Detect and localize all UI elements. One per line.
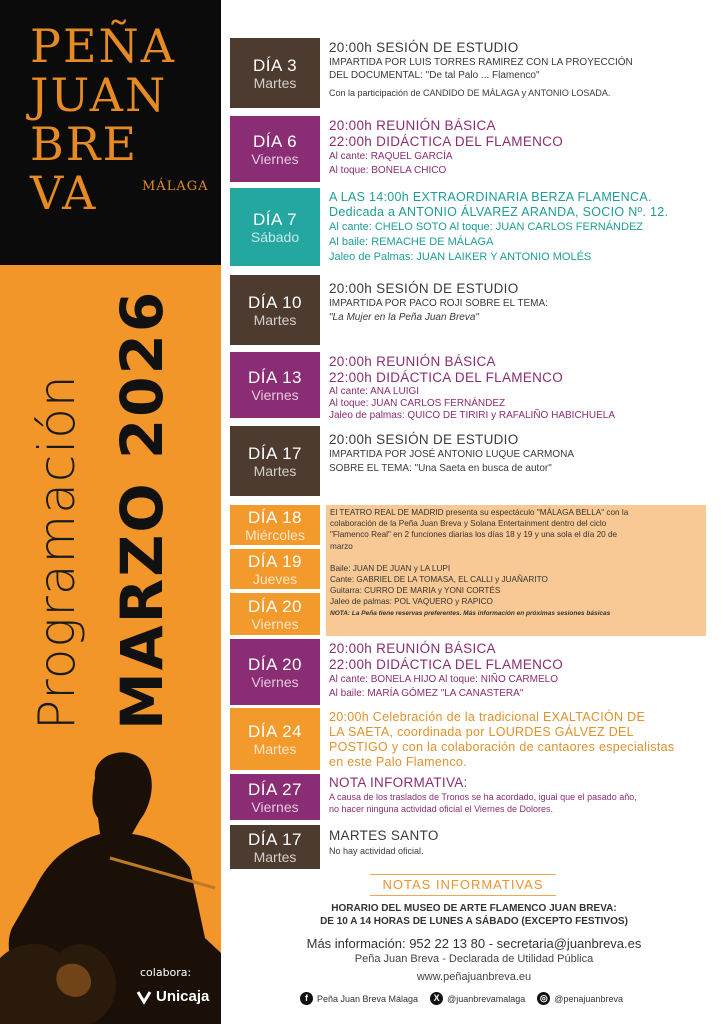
event-weekday: Martes <box>253 74 297 91</box>
event-line: Al toque: BONELA CHICO <box>329 165 447 176</box>
event-line: A causa de los traslados de Tronos se ha acordado, igual que el pasado año, <box>329 792 637 802</box>
event-row <box>230 352 718 421</box>
instagram-link[interactable] <box>537 992 623 1005</box>
event-line: Al baile: REMACHE DE MÁLAGA <box>329 236 494 248</box>
declaration: Peña Juan Breva - Declarada de Utilidad Pública <box>354 953 594 965</box>
instagram-icon: ◎ <box>537 992 550 1005</box>
x-icon: X <box>430 992 443 1005</box>
event-day: DÍA 6 <box>252 131 298 151</box>
event-day: DÍA 7 <box>252 209 298 229</box>
event-row <box>230 593 320 635</box>
special-line <box>330 552 702 563</box>
event-row <box>230 505 320 545</box>
event-heading: 20:00h REUNIÓN BÁSICA <box>329 118 496 133</box>
special-line: Cante: GABRIEL DE LA TOMASA, EL CALLI y JUAÑARITO <box>330 575 548 585</box>
event-row <box>230 116 718 182</box>
event-weekday: Martes <box>253 311 297 328</box>
event-day: DÍA 18 <box>247 507 303 527</box>
event-weekday: Viernes <box>251 673 299 690</box>
logo-line: VA <box>30 166 98 220</box>
event-heading: 20:00h SESIÓN DE ESTUDIO <box>329 432 519 447</box>
event-line: IMPARTIDA POR JOSÉ ANTONIO LUQUE CARMONA <box>329 449 575 460</box>
event-line: Al cante: ANA LUIGI <box>329 386 420 397</box>
special-note: NOTA: La Peña tiene reservas preferentes. Más información en próximas sesiones básicas <box>330 609 611 617</box>
event-day: DÍA 24 <box>247 721 303 741</box>
event-day: DÍA 20 <box>247 596 303 616</box>
event-weekday: Viernes <box>251 386 299 403</box>
logo-line: JUAN <box>30 68 168 122</box>
logo <box>30 19 209 220</box>
event-line: Jaleo de palmas: QUICO DE TIRIRI y RAFALIÑO HABICHUELA <box>329 410 616 421</box>
event-heading: 22:00h DIDÁCTICA DEL FLAMENCO <box>329 657 564 672</box>
unicaja-icon <box>136 989 152 1005</box>
museum-hours: HORARIO DEL MUSEO DE ARTE FLAMENCO JUAN BREVA: <box>331 903 617 914</box>
event-row <box>230 275 718 345</box>
event-row <box>230 708 718 770</box>
event-line: "La Mujer en la Peña Juan Breva" <box>329 312 479 323</box>
special-line: El TEATRO REAL DE MADRID presenta su espectáculo "MÁLAGA BELLA" con la <box>330 508 629 517</box>
facebook-handle: Peña Juan Breva Málaga <box>317 993 419 1004</box>
event-weekday: Martes <box>253 848 297 865</box>
contact-info: Más información: 952 22 13 80 - secretaria@juanbreva.es <box>306 936 642 951</box>
programacion-text: Programación <box>28 374 86 730</box>
social-links <box>300 992 623 1005</box>
event-heading: 20:00h SESIÓN DE ESTUDIO <box>329 281 519 296</box>
event-row <box>230 825 718 869</box>
event-row <box>230 639 718 705</box>
event-day: DÍA 27 <box>247 779 303 799</box>
event-day: DÍA 19 <box>247 551 303 571</box>
event-day: DÍA 17 <box>247 443 303 463</box>
event-day: DÍA 3 <box>252 55 298 75</box>
event-heading: MARTES SANTO <box>329 828 439 843</box>
special-event-box <box>326 505 706 636</box>
sponsor-logo <box>136 988 209 1005</box>
event-heading: 22:00h DIDÁCTICA DEL FLAMENCO <box>329 134 564 149</box>
event-line: 20:00h Celebración de la tradicional EXALTACIÓN DE <box>329 710 646 724</box>
event-weekday: Miércoles <box>245 526 305 543</box>
event-line: DEL DOCUMENTAL: "De tal Palo ... Flamenco" <box>329 70 540 81</box>
event-line: en este Palo Flamenco. <box>329 755 467 769</box>
event-line: IMPARTIDA POR LUIS TORRES RAMIREZ CON LA PROYECCIÓN <box>329 57 633 68</box>
event-weekday: Sábado <box>250 228 300 245</box>
event-line: Al cante: BONELA HIJO Al toque: NIÑO CARMELO <box>329 674 558 685</box>
special-line: marzo <box>330 541 353 551</box>
notes-heading: NOTAS INFORMATIVAS <box>370 874 556 896</box>
event-line: POSTIGO y con la colaboración de cantaores especialistas <box>329 740 675 754</box>
event-heading: Dedicada a ANTONIO ÁLVAREZ ARANDA, SOCIO Nº. 12. <box>329 205 669 219</box>
event-heading: 20:00h REUNIÓN BÁSICA <box>329 354 496 369</box>
event-row <box>230 188 718 266</box>
x-link[interactable] <box>430 992 525 1005</box>
event-row <box>230 774 718 820</box>
event-weekday: Martes <box>253 740 297 757</box>
event-row <box>230 426 718 496</box>
sponsor-label: colabora: <box>140 966 192 979</box>
sponsor-name: Unicaja <box>156 988 210 1005</box>
event-line: Jaleo de Palmas: JUAN LAIKER Y ANTONIO MOLÉS <box>329 251 592 263</box>
month-text: MARZO 2026 <box>108 289 176 730</box>
logo-line: BRE <box>30 117 139 171</box>
event-line: Con la participación de CANDIDO DE MÁLAGA y ANTONIO LOSADA. <box>329 88 611 98</box>
special-line: Guitarra: CURRO DE MARIA y YONI CORTÉS <box>330 586 501 596</box>
event-line: LA SAETA, coordinada por LOURDES GÁLVEZ DEL <box>329 725 634 739</box>
event-row <box>230 38 718 108</box>
event-line: no hacer ninguna actividad oficial el Viernes de Dolores. <box>329 804 553 814</box>
special-line: Baile: JUAN DE JUAN y LA LUPI <box>330 563 451 573</box>
event-weekday: Viernes <box>251 615 299 632</box>
event-heading: A LAS 14:00h EXTRAORDINARIA BERZA FLAMENCA. <box>329 190 652 204</box>
event-day: DÍA 20 <box>247 654 303 674</box>
event-heading: NOTA INFORMATIVA: <box>329 775 468 790</box>
event-heading: 20:00h SESIÓN DE ESTUDIO <box>329 40 519 55</box>
website-link[interactable]: www.peñajuanbreva.eu <box>416 971 532 983</box>
event-day: DÍA 13 <box>247 367 303 387</box>
event-line: Al baile: MARÍA GÓMEZ "LA CANASTERA" <box>329 688 524 699</box>
event-line: SOBRE EL TEMA: "Una Saeta en busca de autor" <box>329 463 552 474</box>
event-weekday: Viernes <box>251 798 299 815</box>
guitarist-illustration <box>0 738 221 1024</box>
event-weekday: Jueves <box>252 570 298 587</box>
instagram-handle: @penajuanbreva <box>554 993 623 1004</box>
special-line: Jaleo de palmas: POL VAQUERO y RAPICO <box>330 597 493 607</box>
event-day: DÍA 17 <box>247 829 303 849</box>
event-line: Al cante: CHELO SOTO Al toque: JUAN CARLOS FERNÁNDEZ <box>329 221 644 233</box>
event-line: No hay actividad oficial. <box>329 846 424 856</box>
facebook-icon: f <box>300 992 313 1005</box>
event-heading: 20:00h REUNIÓN BÁSICA <box>329 641 496 656</box>
event-line: Al toque: JUAN CARLOS FERNÁNDEZ <box>329 398 506 409</box>
logo-small: MÁLAGA <box>142 179 209 194</box>
museum-hours: DE 10 A 14 HORAS DE LUNES A SÁBADO (EXCEPTO FESTIVOS) <box>320 916 628 927</box>
event-weekday: Viernes <box>251 150 299 167</box>
facebook-link[interactable] <box>300 992 418 1005</box>
event-heading: 22:00h DIDÁCTICA DEL FLAMENCO <box>329 370 564 385</box>
x-handle: @juanbrevamalaga <box>447 993 526 1004</box>
event-line: Al cante: RAQUEL GARCÍA <box>329 151 453 162</box>
event-line: IMPARTIDA POR PACO ROJI SOBRE EL TEMA: <box>329 298 548 309</box>
special-line: colaboración de la Peña Juan Breva y Solana Entertainment dentro del ciclo <box>330 519 607 529</box>
logo-line: PEÑA <box>30 19 176 73</box>
event-row <box>230 549 320 589</box>
event-weekday: Martes <box>253 462 297 479</box>
special-line: "Flamenco Real" en 2 funciones diarias los días 18 y 19 y una sola el día 20 de <box>330 530 618 540</box>
event-day: DÍA 10 <box>247 292 303 312</box>
